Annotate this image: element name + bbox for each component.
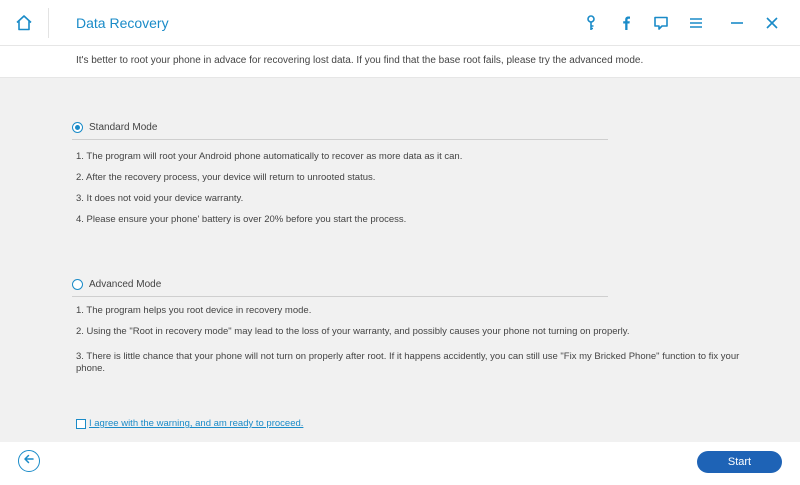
list-item: 1. The program helps you root device in recovery mode. [76,305,312,316]
agreement-link[interactable]: I agree with the warning, and am ready to proceed. [89,418,304,429]
title-separator [48,8,49,38]
title-bar [0,0,800,46]
standard-mode-header[interactable] [72,118,608,136]
key-icon[interactable] [581,13,601,33]
back-button[interactable] [18,450,40,472]
back-arrow-icon [22,452,36,471]
footer-bar [0,443,800,485]
advanced-mode-divider [72,296,608,297]
list-item: 3. There is little chance that your phone will not turn on properly after root. If it happens accidently, you can still use "Fix my Bricked Phone" function to fix your phone. [76,351,740,374]
list-item: 2. After the recovery process, your device will return to unrooted status. [76,172,376,183]
start-button[interactable]: Start [697,451,782,473]
menu-icon[interactable] [686,13,706,33]
root-notice: It's better to root your phone in advace for recovering lost data. If you find that the base root fails, please try the advanced mode. [0,47,800,77]
standard-mode-option [72,118,608,140]
list-item: 4. Please ensure your phone' battery is over 20% before you start the process. [76,214,407,225]
standard-mode-divider [72,139,608,140]
app-title: Data Recovery [76,15,169,31]
feedback-icon[interactable] [651,13,671,33]
advanced-mode-option [72,275,608,297]
list-item: 1. The program will root your Android phone automatically to recover as more data as it can. [76,151,463,162]
list-item: 3. It does not void your device warranty. [76,193,244,204]
standard-mode-label: Standard Mode [89,121,158,133]
standard-mode-radio[interactable] [72,122,83,133]
list-item: 2. Using the "Root in recovery mode" may lead to the loss of your warranty, and possibly causes your phone not turning on properly. [76,326,630,337]
advanced-mode-radio[interactable] [72,279,83,290]
advanced-mode-header[interactable] [72,275,608,293]
home-icon[interactable] [14,13,34,33]
advanced-mode-label: Advanced Mode [89,278,162,290]
facebook-icon[interactable] [616,13,636,33]
minimize-icon[interactable] [727,13,747,33]
agreement-row [76,418,303,429]
close-icon[interactable] [762,13,782,33]
agreement-checkbox[interactable] [76,419,86,429]
